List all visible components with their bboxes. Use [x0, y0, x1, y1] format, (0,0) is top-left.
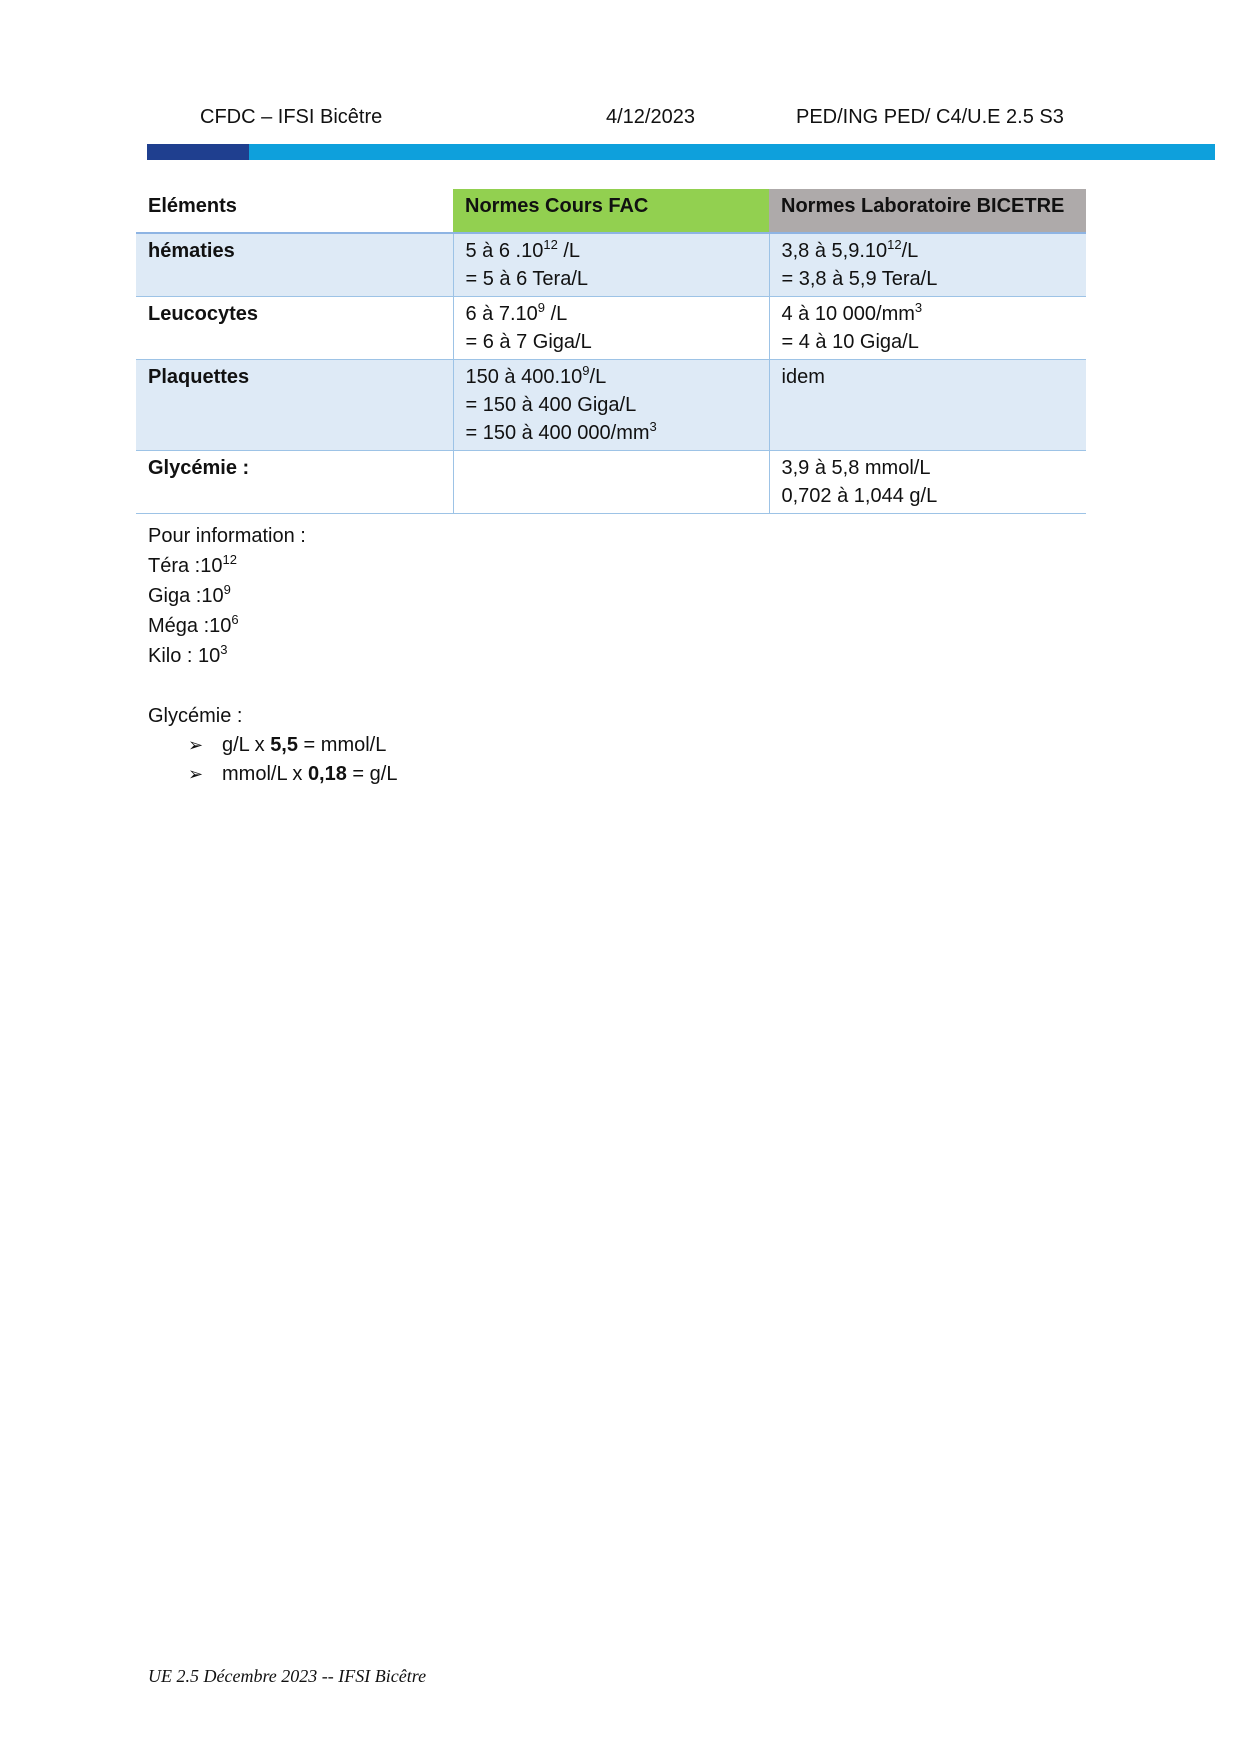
list-item: ➢ g/L x 5,5 = mmol/L: [148, 731, 397, 760]
glycemie-conversion-title: Glycémie :: [148, 705, 243, 727]
cell-hematies-lab: 3,8 à $5,9.10^{12}/L$ = 3,8 à 5,9 Tera/L: [769, 233, 1086, 297]
table-header-row: [136, 189, 1086, 233]
col-header-lab: Normes Laboratoire BICETRE: [769, 189, 1086, 233]
table-row: [136, 297, 1086, 360]
prefix-tera: Téra $:10^{12}$: [148, 552, 237, 577]
header-bar-dark: [147, 144, 249, 160]
page-footer: UE 2.5 Décembre 2023 -- IFSI Bicêtre: [148, 1666, 427, 1686]
glycemie-conversion-list: [148, 731, 397, 789]
header-right: PED/ING PED/ C4/U.E 2.5 S3: [796, 106, 1064, 128]
col-header-elements: Eléments: [136, 189, 453, 233]
cell-leucocytes-fac: 6 à 7.10$^9$ /L = 6 à 7 Giga/L: [453, 297, 769, 360]
header-bar-light: [249, 144, 1215, 160]
prefix-mega: Méga $:10^6$: [148, 612, 239, 637]
row-label-hematies: hématies: [136, 233, 453, 297]
cell-plaquettes-fac: 150 à $400.10^9/L$ = 150 à 400 Giga/L = 150 à 400 $000/mm^3$: [453, 360, 769, 451]
row-label-glycemie: Glycémie :: [136, 451, 453, 514]
cell-glycemie-lab: 3,9 à 5,8 mmol/L 0,702 à 1,044 g/L: [769, 451, 1086, 514]
table-row: [136, 451, 1086, 514]
info-title: Pour information :: [148, 525, 306, 547]
prefix-giga: Giga $:10^9$: [148, 582, 231, 607]
row-label-plaquettes: Plaquettes: [136, 360, 453, 451]
table-row: [136, 233, 1086, 297]
list-item: ➢ mmol/L x 0,18 = g/L: [148, 760, 397, 789]
cell-plaquettes-lab: idem: [769, 360, 1086, 451]
col-header-fac: Normes Cours FAC: [453, 189, 769, 233]
cell-glycemie-fac: [453, 451, 769, 514]
prefix-kilo: Kilo : $10^3$: [148, 642, 228, 667]
header-date: 4/12/2023: [606, 106, 695, 128]
norms-table: [136, 189, 1086, 514]
row-label-leucocytes: Leucocytes: [136, 297, 453, 360]
arrow-bullet-icon: ➢: [188, 764, 204, 784]
table-row: [136, 360, 1086, 451]
cell-leucocytes-lab: 4 à 10 $000/mm^3$ = 4 à 10 Giga/L: [769, 297, 1086, 360]
arrow-bullet-icon: ➢: [188, 735, 204, 755]
cell-hematies-fac: 5 à 6 $.10^{12}$ /L = 5 à 6 Tera/L: [453, 233, 769, 297]
header-left: CFDC – IFSI Bicêtre: [200, 106, 383, 128]
info-section: [148, 521, 397, 789]
